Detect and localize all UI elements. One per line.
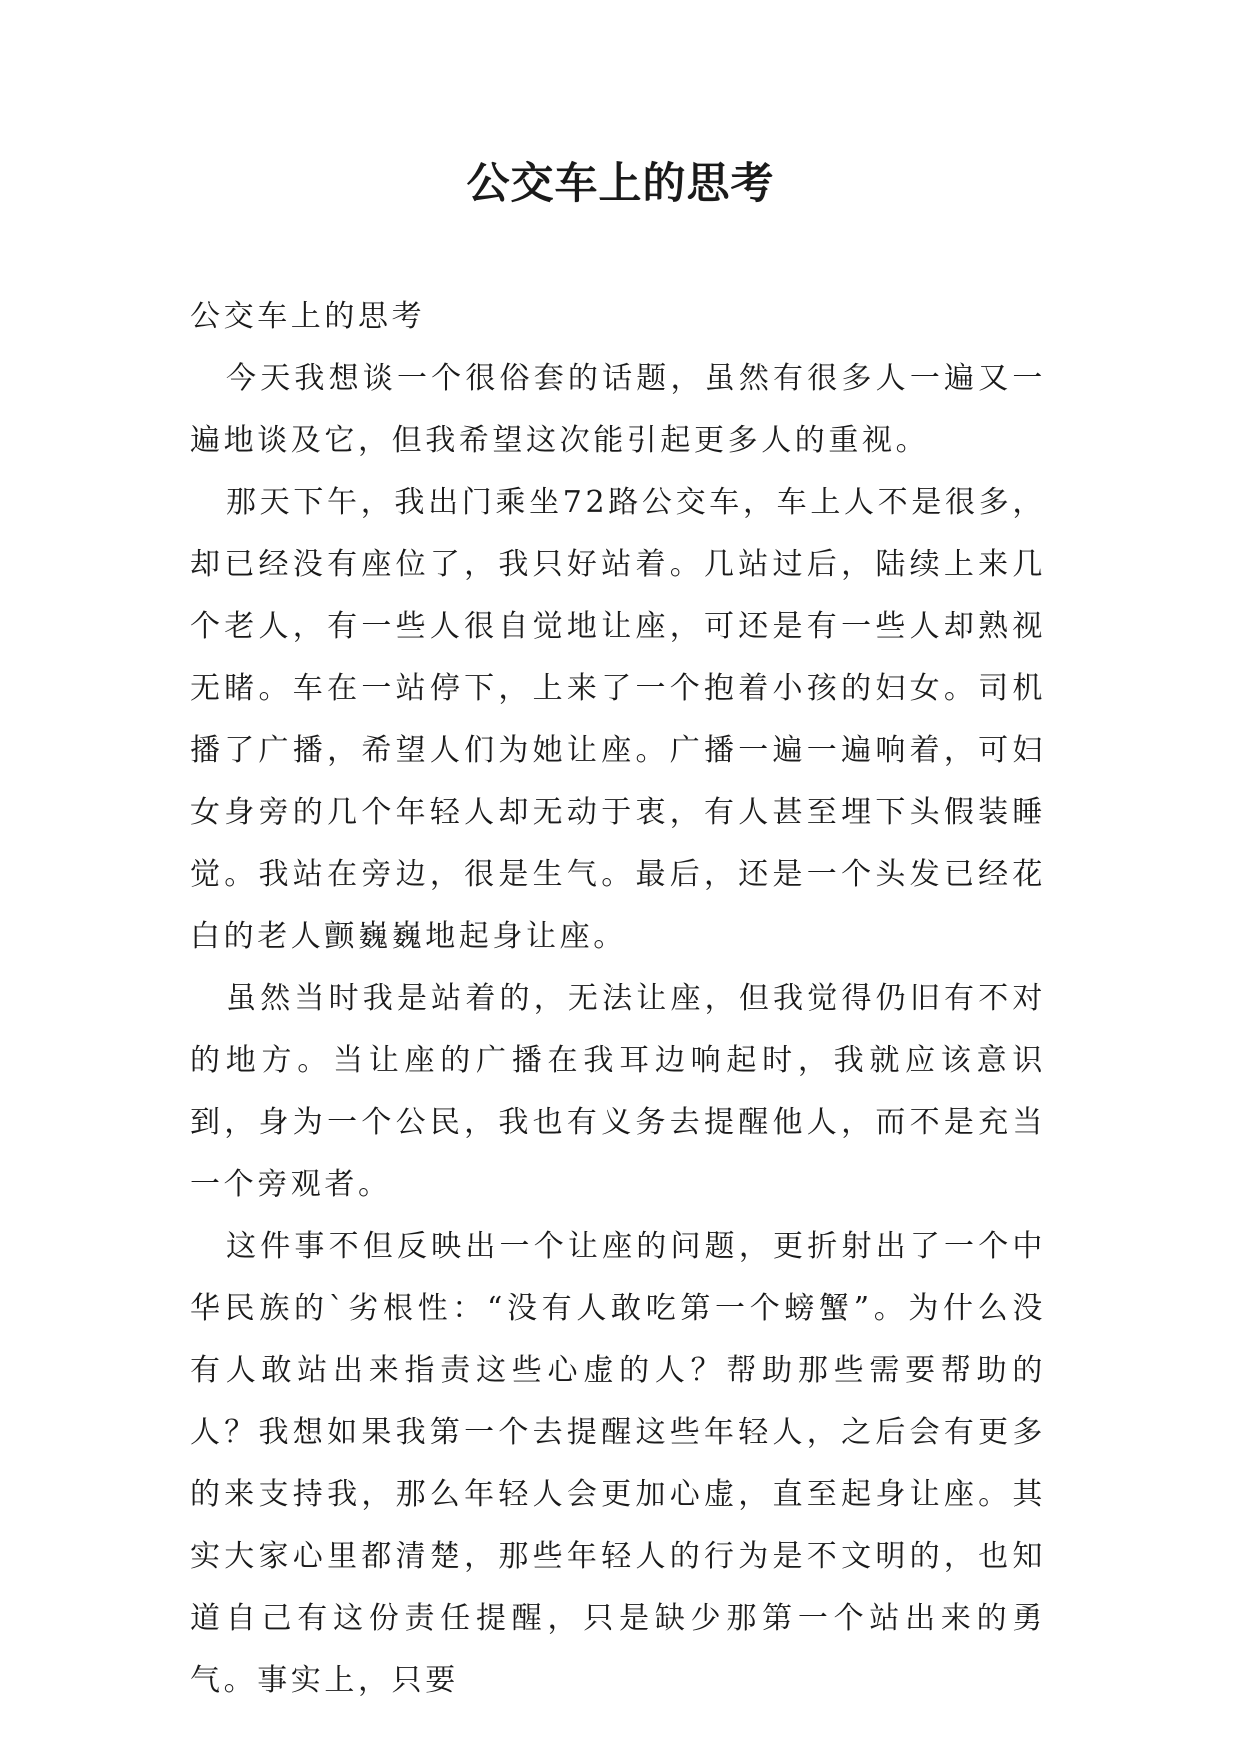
document-subtitle: 公交车上的思考 bbox=[190, 299, 426, 334]
paragraph-1: 今天我想谈一个很俗套的话题，虽然有很多人一遍又一遍地谈及它，但我希望这次能引起更多人的重视。 bbox=[190, 361, 1046, 458]
document-title: 公交车上的思考 bbox=[466, 159, 775, 209]
document-body bbox=[190, 286, 1046, 1712]
paragraph-4: 这件事不但反映出一个让座的问题，更折射出了一个中华民族的`劣根性：“没有人敢吃第一个螃蟹”。为什么没有人敢站出来指责这些心虚的人？帮助那些需要帮助的人？我想如果我第一个去提醒这些年轻人，之后会有更多的来支持我，那么年轻人会更加心虚，直至起身让座。其实大家心里都清楚，那些年轻人的行为是不文明的，也知道自己有这份责任提醒，只是缺少那第一个站出来的勇气。事实上，只要 bbox=[190, 1229, 1046, 1698]
paragraph-3: 虽然当时我是站着的，无法让座，但我觉得仍旧有不对的地方。当让座的广播在我耳边响起时，我就应该意识到，身为一个公民，我也有义务去提醒他人，而不是充当一个旁观者。 bbox=[190, 981, 1046, 1202]
paragraph-2: 那天下午，我出门乘坐72路公交车，车上人不是很多，却已经没有座位了，我只好站着。几站过后，陆续上来几个老人，有一些人很自觉地让座，可还是有一些人却熟视无睹。车在一站停下，上来了一个抱着小孩的妇女。司机播了广播，希望人们为她让座。广播一遍一遍响着，可妇女身旁的几个年轻人却无动于衷，有人甚至埋下头假装睡觉。我站在旁边，很是生气。最后，还是一个头发已经花白的老人颤巍巍地起身让座。 bbox=[190, 485, 1046, 954]
